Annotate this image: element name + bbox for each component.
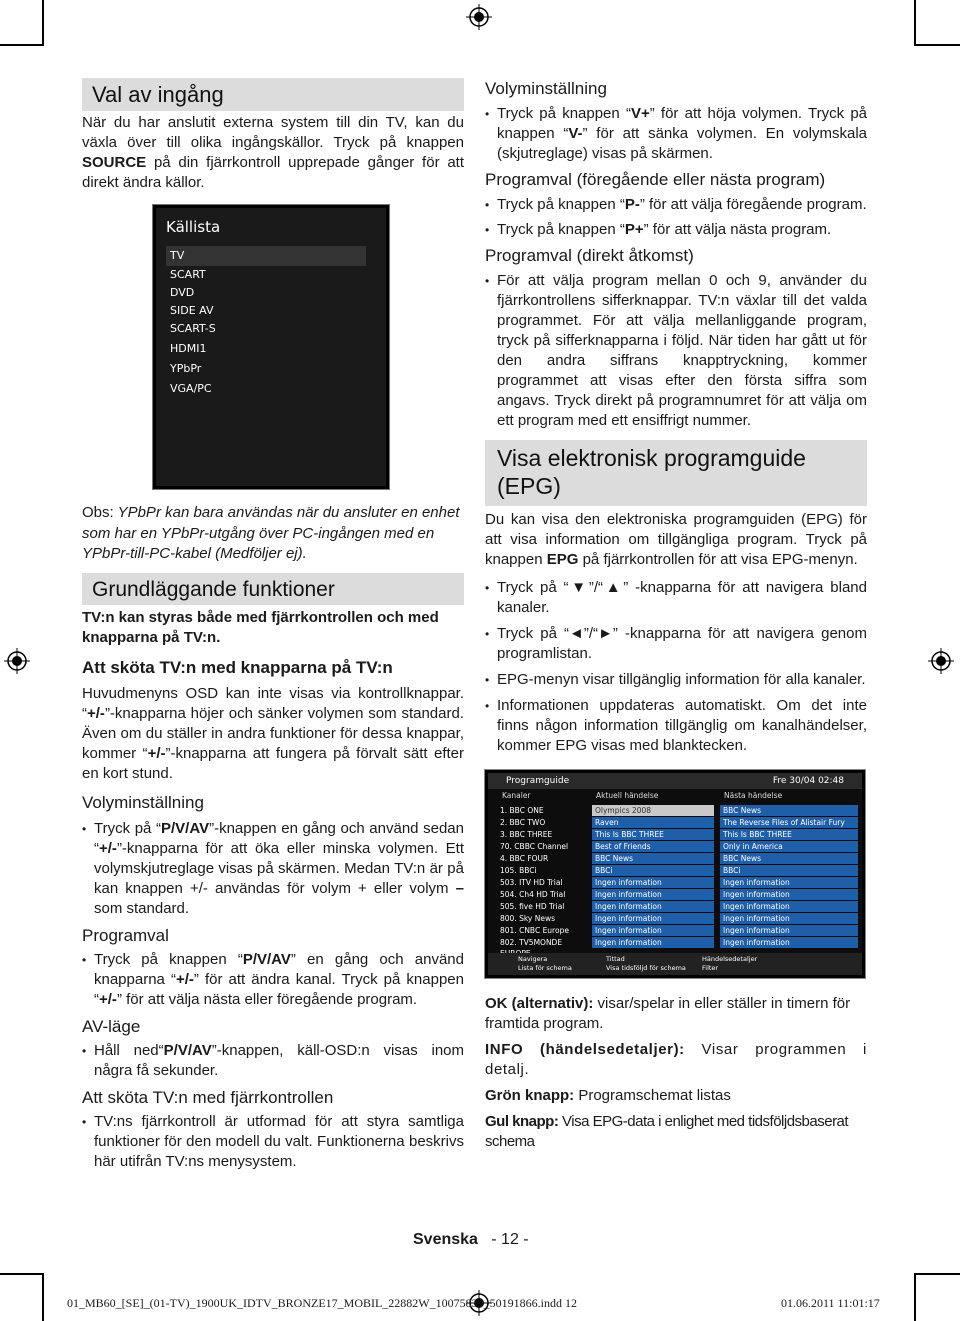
epg-next-event: The Reverse Files of Alistair Fury [720,817,858,828]
list-item [82,950,464,1010]
text: som standard. [94,899,190,917]
text: ” -knapparna för att navigera bland kanaler. [497,579,867,616]
epg-channel: 802. TV5MONDE [500,938,563,947]
intro-text: När du har anslutit externa system till din TV, kan du växla över till olika ingångskällor. Tryck på knappen [82,114,464,151]
text: ”-knapparna höjer och sänker volymen som standard. Även om du ställer in andra funktioner för dessa knappar, kommer “ [82,704,464,762]
key: INFO (händelsedetaljer): [485,1041,685,1058]
text: Visar programmen i detalj. [485,1041,867,1078]
heading-volume: Volyminställning [82,792,204,812]
page-number [413,1231,529,1249]
key: P/V/AV [163,1041,212,1059]
menu-item: TV [170,249,185,262]
text: ”/“ [583,625,599,642]
crop-mark [42,1273,44,1321]
epg-current-event: Ingen information [592,877,714,888]
crop-mark [0,1273,44,1275]
heading-remote: Att sköta TV:n med fjärrkontrollen [82,1087,334,1107]
yellow-paragraph [485,1112,867,1152]
epg-current-event: Ingen information [592,925,714,936]
epg-channel: 1. BBC ONE [500,806,544,815]
epg-footer [488,953,862,975]
key: V- [568,125,583,142]
menu-item: SIDE AV [170,304,214,317]
epg-foot-schedule: Visa tidsföljd för schema [606,964,686,972]
epg-current-event: Raven [592,817,714,828]
epg-next-event: BBC News [720,805,858,816]
epg-title: Programguide [506,776,570,786]
file-slug: 01_MB60_[SE]_(01-TV)_1900UK_IDTV_BRONZE17_MOBIL_22882W_10075839_50191866.indd 12 [67,1296,577,1310]
basic-intro: TV:n kan styras både med fjärrkontrollen och med knapparna på TV:n. [82,608,439,646]
key: Gul knapp: [485,1113,559,1130]
menu-item: VGA/PC [170,382,212,395]
text: Tryck på knappen “ [497,221,625,238]
right-arrow-icon: ► [598,625,613,642]
text: Huvudmenyns OSD kan inte visas via kontrollknappar. “ [82,684,464,722]
key: +/- [99,839,117,857]
text: ”-knappen en gång och använd sedan “ [94,819,464,857]
menu-item: DVD [170,286,195,299]
epg-header [488,773,862,789]
source-key: SOURCE [82,154,147,171]
text: ”-knapparna för att öka eller minska volymen. Ett volymskjutreglage visas på skärmen. Medan TV:n är på kan knappen +/- användas för volym + eller volym [94,839,464,897]
text: Tryck på knappen “ [497,196,625,213]
epg-foot-list: Lista för schema [518,964,572,972]
menu-item: HDMI1 [170,342,207,355]
epg-next-event: BBCi [720,865,858,876]
epg-channel: 105. BBCi [500,866,537,875]
key: – [455,879,464,897]
epg-current-event: Ingen information [592,889,714,900]
epg-current-event: BBC News [592,853,714,864]
note-paragraph [82,503,464,565]
list-item [485,220,867,240]
green-paragraph [485,1086,867,1106]
epg-current-event: Olympics 2008 [592,805,714,816]
key: OK (alternativ): [485,995,594,1012]
epg-col-next: Nästa händelse [724,791,783,800]
left-arrow-icon: ◄ [569,625,584,642]
down-arrow-icon: ▼ [568,579,589,596]
heading-direct-access: Programval (direkt åtkomst) [485,246,694,265]
menu-item: SCART [170,268,206,281]
epg-current-event: This Is BBC THREE [592,829,714,840]
epg-channel: 800. Sky News [500,914,556,923]
epg-channel: 4. BBC FOUR [500,854,549,863]
key: V+ [630,105,650,122]
intro-paragraph [82,113,464,193]
epg-next-event: This Is BBC THREE [720,829,858,840]
key: P+ [624,221,644,238]
list-item: • EPG-menyn visar tillgänglig information för alla kanaler. [485,670,867,690]
text: på fjärrkontrollen för att visa EPG-menyn. [578,551,858,568]
intro-text: på din fjärrkontroll upprepade gånger för att direkt ändra källor. [82,154,464,191]
epg-current-event: Ingen information [592,913,714,924]
list-item [82,819,464,919]
menu-selection-highlight [166,246,366,266]
menu-title: Källista [166,218,221,236]
up-arrow-icon: ▲ [603,579,624,596]
epg-next-event: Only in America [720,841,858,852]
text: Tryck på “ [94,819,161,837]
crop-mark [0,44,44,46]
epg-current-event: Best of Friends [592,841,714,852]
heading-program: Programval [82,925,169,945]
epg-foot-ok: Tittad [606,955,625,963]
print-date: 01.06.2011 11:01:17 [781,1296,880,1310]
key: +/- [147,744,166,762]
key: P/V/AV [242,950,291,968]
text: Tryck på knappen “ [497,105,631,122]
right-column [485,78,867,1152]
key: +/- [99,990,117,1008]
text: Tryck på knappen “ [94,950,243,968]
key: P/V/AV [161,819,210,837]
menu-item: YPbPr [170,362,202,375]
list-item: • För att välja program mellan 0 och 9, använder du fjärrkontrollens sifferknappar. TV:n växlar till det valda programmet. För att välja mellanliggande program, tryck på sifferknapparna i följd. När tiden har gått ut för den andra siffrans knapptryckning, kommer programmet att visas efter den första siffra som angavs. Tryck direkt på programnumret för att välja om ett program med ett ensiffrigt nummer. [485,271,867,431]
epg-current-event: BBCi [592,865,714,876]
epg-foot-nav: Navigera [518,955,548,963]
language-label: Svenska [413,1231,478,1248]
list-item: • Informationen uppdateras automatiskt. Om det inte finns någon information tillgänglig om kanalhändelser, kommer EPG visas med blanktecken. [485,696,867,756]
epg-current-event: Ingen information [592,901,714,912]
text: ” för att höja volymen. Tryck på knappen “ [497,105,868,142]
epg-current-event: Ingen information [592,937,714,948]
list-item [485,195,867,215]
epg-datetime: Fre 30/04 02:48 [772,776,844,786]
text: ” -knapparna för att navigera genom programlistan. [497,625,867,662]
tv-buttons-paragraph [82,684,464,784]
crop-mark [42,0,44,46]
list-item: • TV:ns fjärrkontroll är utformad för att styra samtliga funktioner för den modell du valt. Funktionerna beskrivs här utifrån TV:ns menysystem. [82,1112,464,1172]
epg-next-event: Ingen information [720,889,858,900]
text: ”-knappen, käll-OSD:n visas inom några få sekunder. [94,1041,465,1079]
epg-channel: 504. Ch4 HD Trial [500,890,566,899]
text: ” en gång och använd knapparna “ [94,950,464,988]
registration-mark-icon [466,4,492,30]
key: Grön knapp: [485,1087,575,1104]
text: ” för att välja nästa program. [643,221,832,238]
crop-mark [914,1273,916,1321]
epg-col-current: Aktuell händelse [596,791,659,800]
epg-channel: 503. ITV HD Trial [500,878,563,887]
text: ” för att välja föregående program. [639,196,867,213]
text: Du kan visa den elektroniska programguiden (EPG) för att visa information om tillgängliga program. Tryck på knappen [485,511,867,568]
list-item [485,578,867,618]
section-title-input-selection: Val av ingång [82,78,464,111]
page-label: - 12 - [491,1231,529,1248]
text: ”/“ [588,579,603,596]
registration-mark-icon [928,648,954,674]
heading-tv-buttons: Att sköta TV:n med knapparna på TV:n [82,657,393,677]
heading-av-mode: AV-läge [82,1016,141,1036]
note-text: YPbPr kan bara användas när du ansluter en enhet som har en YPbPr-utgång över PC-ingången med en YPbPr-till-PC-kabel (Medföljer ej). [82,504,460,562]
crop-mark [916,1273,960,1275]
epg-next-event: Ingen information [720,937,858,948]
list-item [82,1041,464,1081]
ok-paragraph [485,994,867,1034]
source-list-screenshot [153,205,389,489]
menu-item: SCART-S [170,322,216,335]
list-item [485,624,867,664]
epg-next-event: Ingen information [720,925,858,936]
epg-channel: 3. BBC THREE [500,830,553,839]
key: +/- [175,970,194,988]
epg-foot-info: Händelsedetaljer [702,955,758,963]
registration-mark-icon [4,648,30,674]
text: ”-knapparna att fungera på förvalt sätt efter en kort stund. [82,744,464,782]
text: Tryck på “ [497,625,570,642]
section-title-basic-functions: Grundläggande funktioner [82,573,464,605]
key: EPG [546,551,579,568]
epg-next-event: Ingen information [720,913,858,924]
text: ” för att sänka volymen. En volymskala (skjutreglage) visas på skärmen. [497,125,868,162]
text: Håll ned“ [94,1041,164,1059]
text: Tryck på “ [497,579,569,596]
epg-screenshot [485,770,865,978]
key: P- [624,196,640,213]
note-label: Obs: [82,504,114,521]
crop-mark [916,44,960,46]
epg-channel: 2. BBC TWO [500,818,546,827]
epg-foot-filter: Filter [702,964,719,972]
info-paragraph [485,1040,867,1080]
key: +/- [87,704,105,722]
text: Programschemat listas [574,1087,731,1104]
heading-program-prev-next: Programval (föregående eller nästa program) [485,170,826,189]
crop-mark [914,0,916,46]
epg-next-event: Ingen information [720,877,858,888]
left-column [82,78,464,1172]
heading-volume-right: Volyminställning [485,79,607,98]
text: Visa EPG-data i enlighet med tidsföljdsbaserat schema [485,1113,849,1150]
section-title-epg: Visa elektronisk programguide (EPG) [485,440,867,506]
text: ” för att ändra kanal. Tryck på knappen “ [94,970,464,1008]
epg-next-event: BBC News [720,853,858,864]
epg-channel: 70. CBBC Channel [500,842,569,851]
epg-col-channels: Kanaler [502,791,531,800]
list-item [485,104,867,164]
epg-channel: 505. five HD Trial [500,902,565,911]
text: ” för att välja nästa eller föregående program. [116,990,418,1008]
text: visar/spelar in eller ställer in timern för framtida program. [485,995,851,1032]
epg-intro [485,510,867,570]
epg-channel: 801. CNBC Europe [500,926,569,935]
epg-next-event: Ingen information [720,901,858,912]
